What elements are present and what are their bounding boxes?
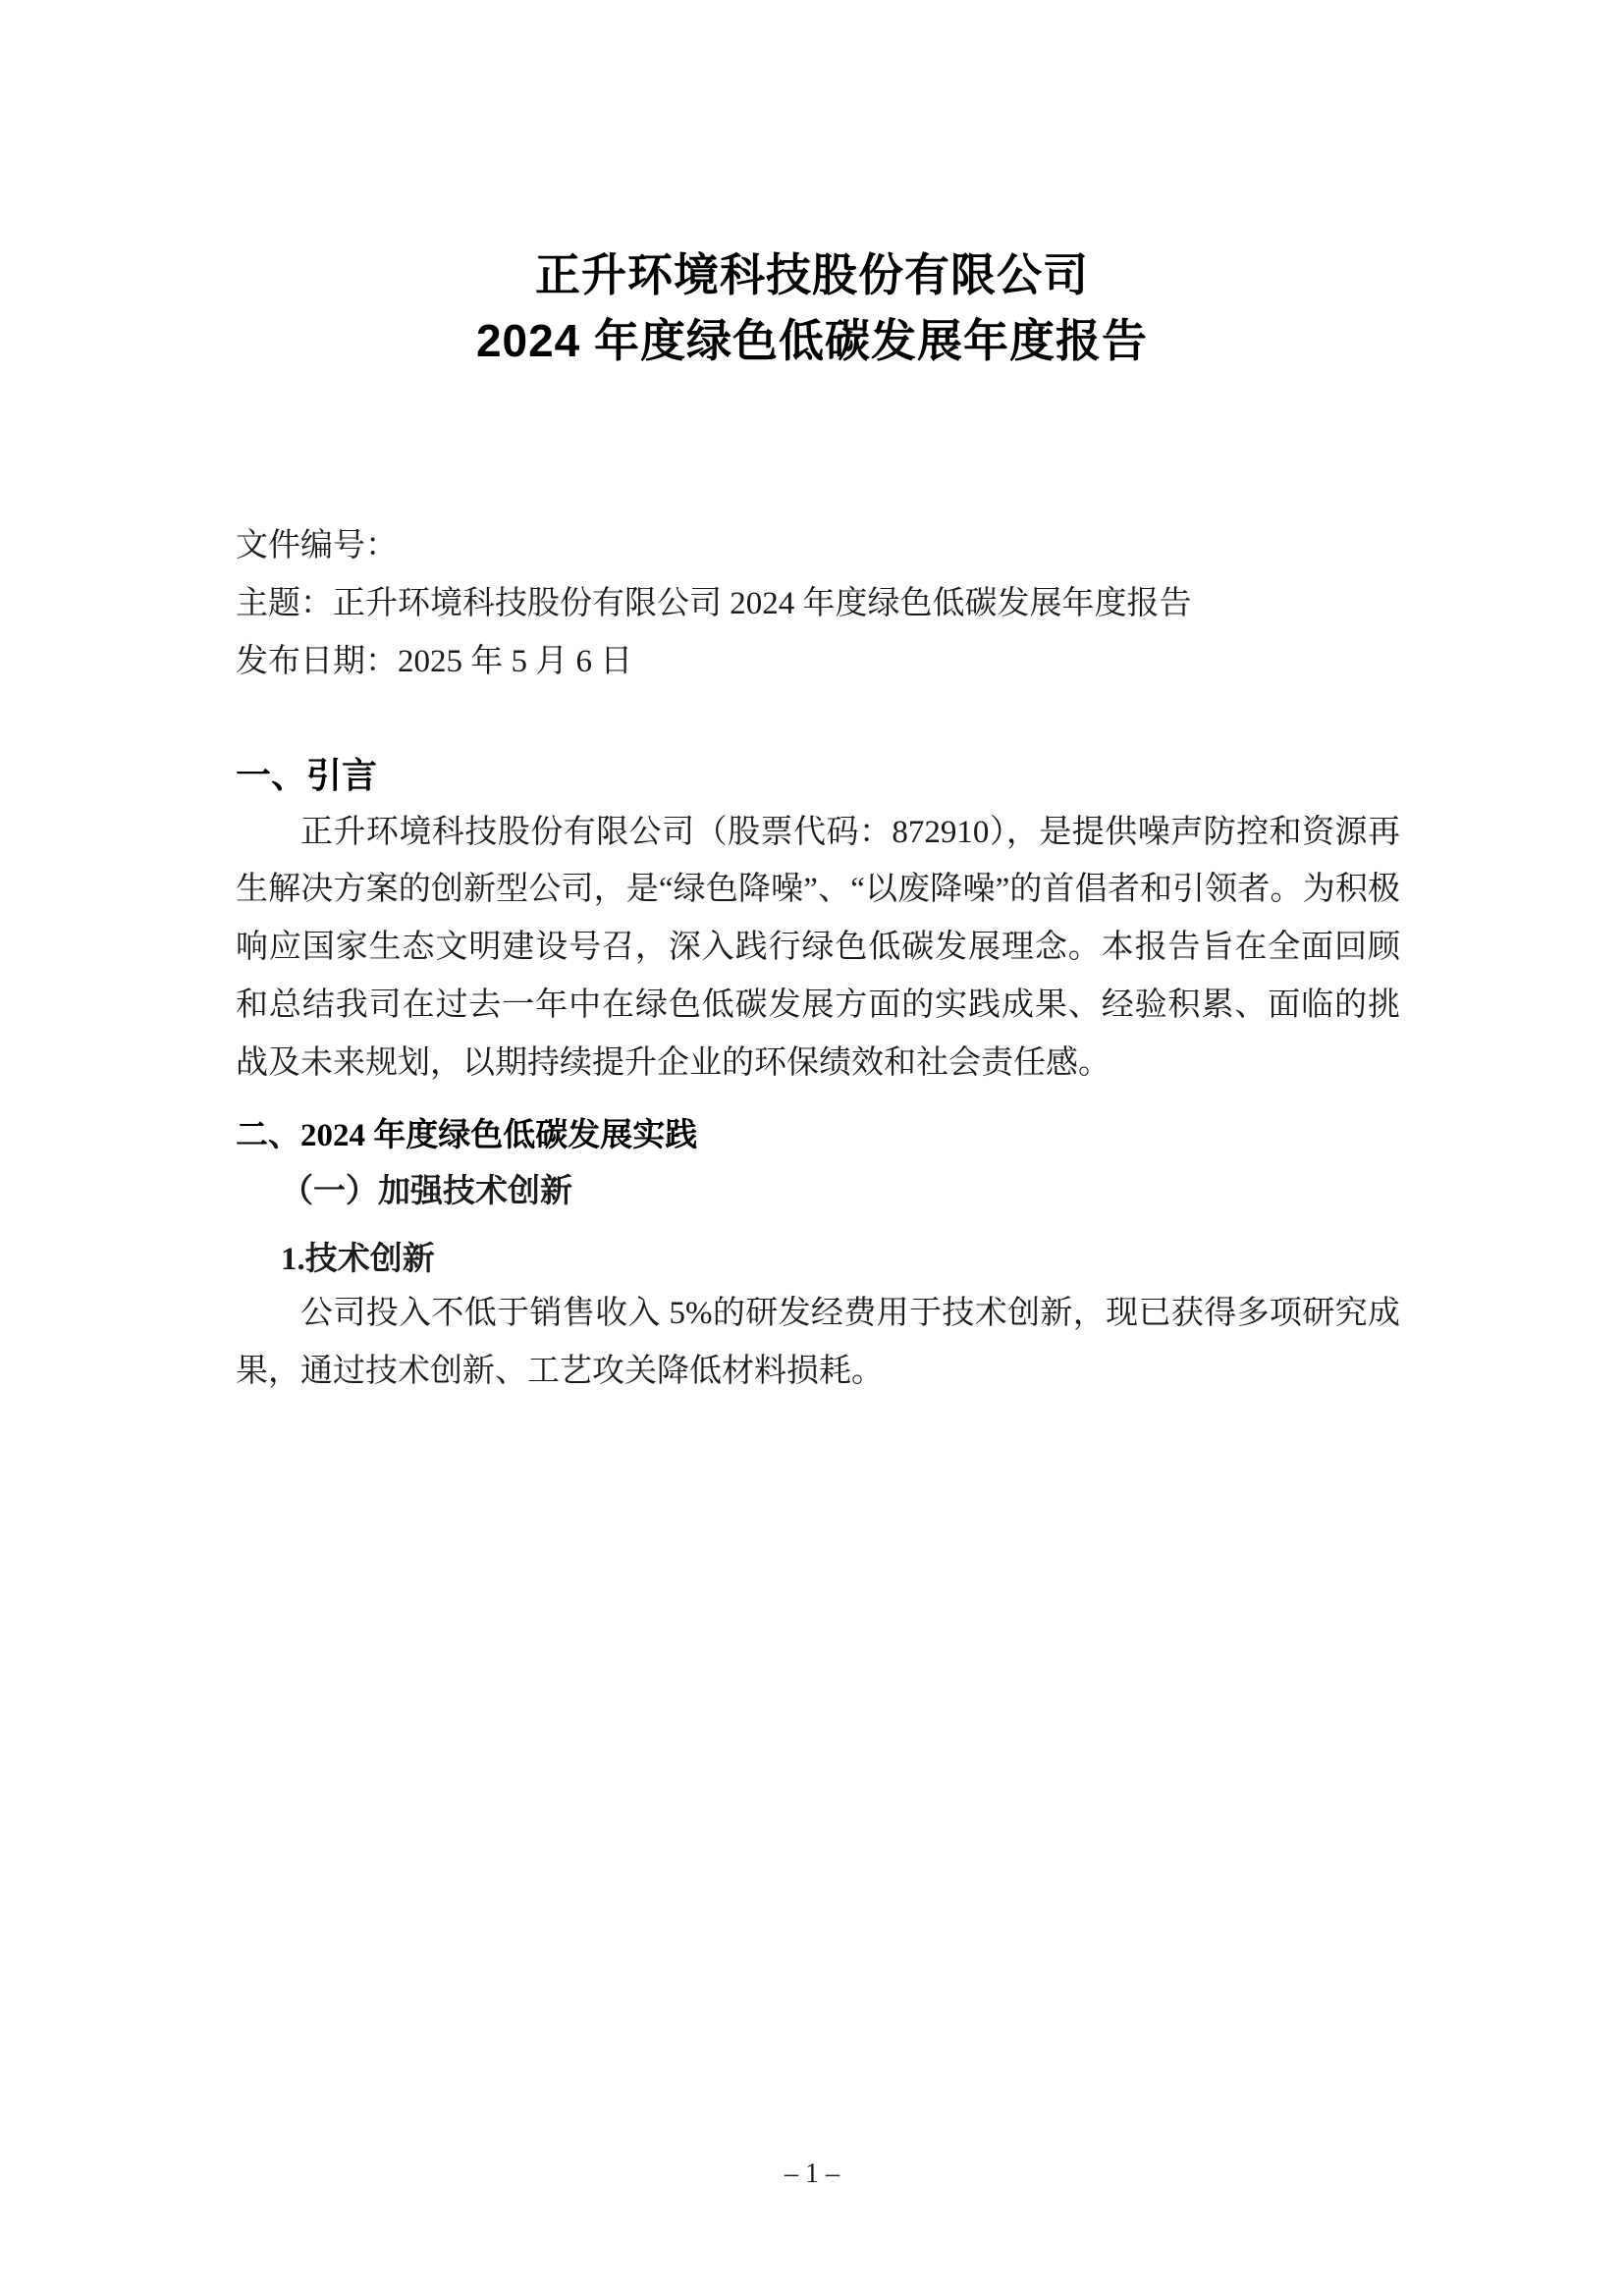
subsection-heading-technology: （一）加强技术创新	[281, 1174, 572, 1210]
page-title	[224, 245, 1400, 370]
document-metadata	[224, 517, 1400, 690]
page-number-footer: – 1 –	[785, 2159, 839, 2189]
title-line-1: 正升环境科技股份有限公司	[535, 249, 1089, 300]
meta-publish-date: 发布日期：2025 年 5 月 6 日	[236, 643, 633, 679]
meta-doc-number: 文件编号：	[236, 528, 398, 564]
section-heading-practices: 二、2024 年度绿色低碳发展实践	[236, 1118, 698, 1154]
title-line-2: 2024 年度绿色低碳发展年度报告	[475, 314, 1149, 366]
paragraph-technology-innovation: 公司投入不低于销售收入 5%的研发经费用于技术创新，现已获得多项研究成果，通过技术创新、工艺攻关降低材料损耗。	[236, 1296, 1400, 1390]
paragraph-introduction: 正升环境科技股份有限公司（股票代码：872910），是提供噪声防控和资源再生解决方案的创新型公司，是“绿色降噪”、“以废降噪”的首倡者和引领者。为积极响应国家生态文明建设号召，深入践行绿色低碳发展理念。本报告旨在全面回顾和总结我司在过去一年中在绿色低碳发展方面的实践成果、经验积累、面临的挑战及未来规划，以期持续提升企业的环保绩效和社会责任感。	[236, 814, 1400, 1081]
item-heading-technology-innovation: 1.技术创新	[281, 1242, 435, 1278]
meta-subject: 主题：正升环境科技股份有限公司 2024 年度绿色低碳发展年度报告	[236, 586, 1192, 622]
section-heading-introduction: 一、引言	[236, 754, 378, 795]
